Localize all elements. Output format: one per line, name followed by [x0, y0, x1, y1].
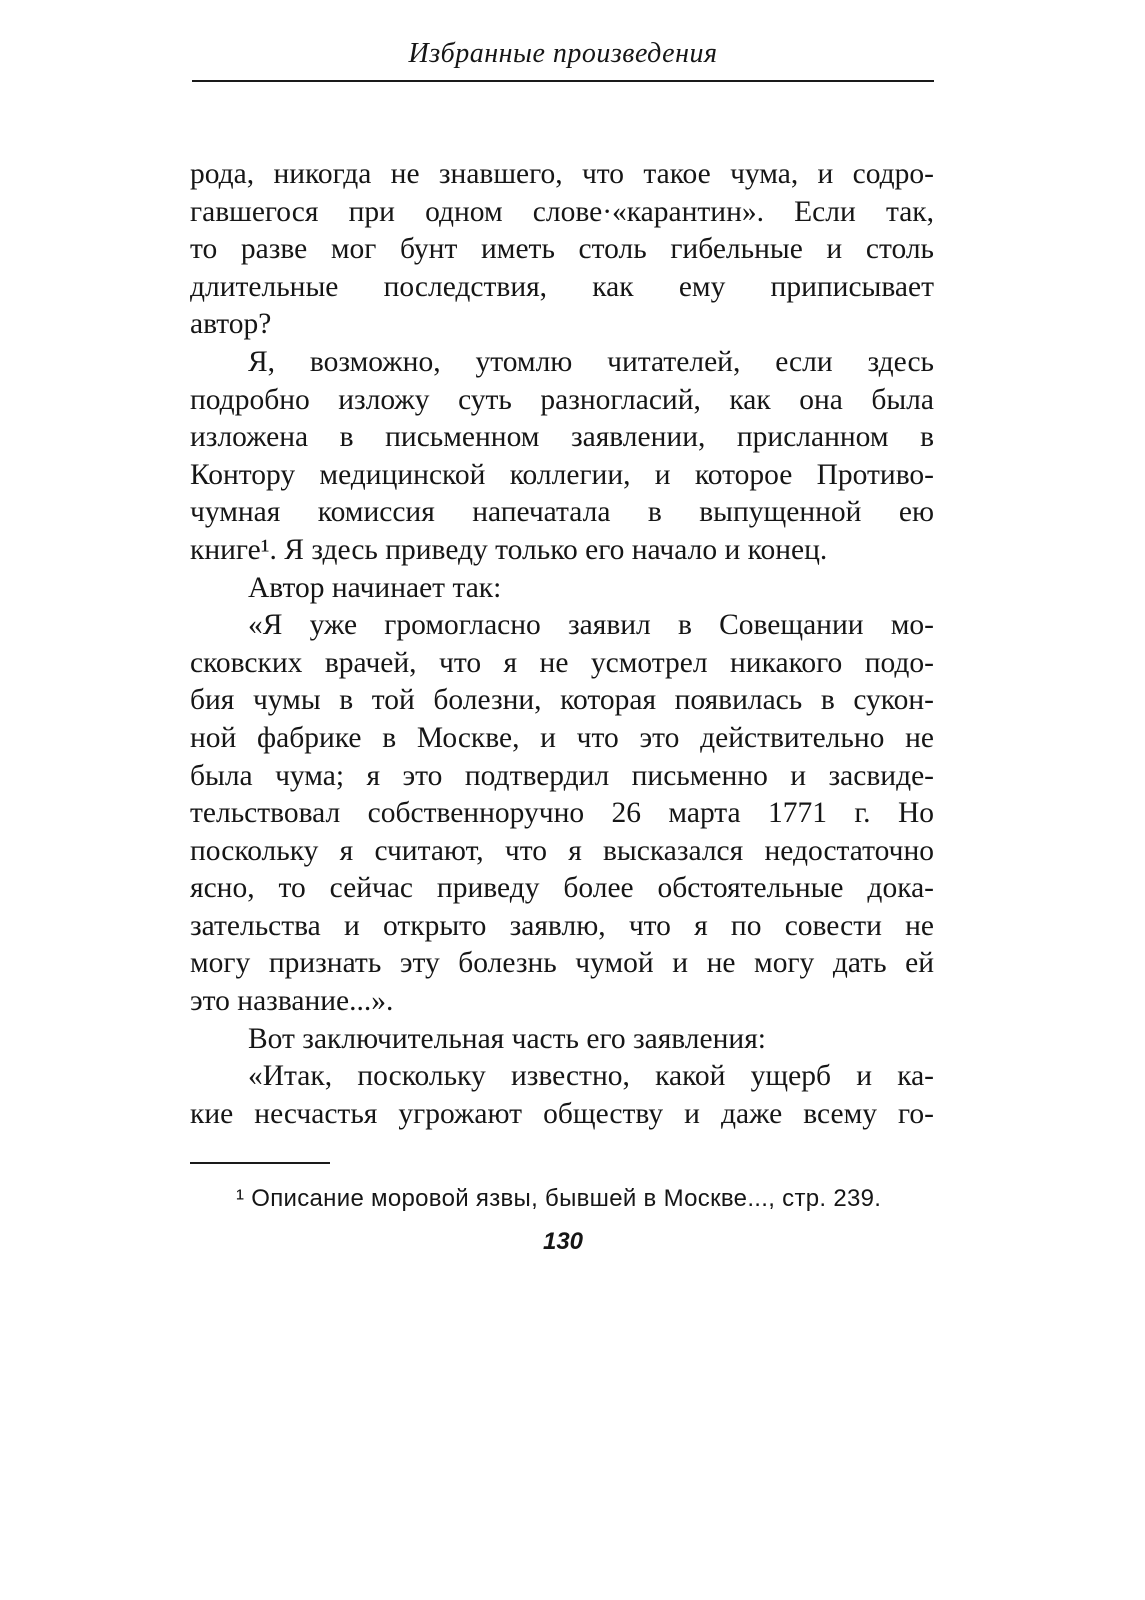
page-number: 130	[542, 1228, 584, 1255]
text-line: гавшегося при одном слове·«карантин». Если так,	[190, 195, 934, 228]
header-rule	[192, 80, 934, 82]
text-line: Автор начинает так:	[248, 571, 502, 604]
body-text	[190, 156, 934, 1133]
text-line: Контору медицинской коллегии, и которое Противо-	[190, 458, 934, 491]
footnote	[236, 1185, 936, 1213]
footnote-marker: ¹	[236, 1185, 245, 1212]
text-line: автор?	[190, 308, 272, 341]
text-line: это название...».	[190, 985, 394, 1018]
text-line: была чума; я это подтвердил письменно и засвиде-	[190, 759, 934, 792]
text-line: Вот заключительная часть его заявления:	[248, 1022, 766, 1055]
text-line: тельствовал собственноручно 26 марта 1771 г. Но	[190, 797, 934, 830]
text-line: могу признать эту болезнь чумой и не могу дать ей	[190, 947, 934, 980]
running-title: Избранные произведения	[408, 38, 718, 69]
text-line: ясно, то сейчас приведу более обстоятельные дока-	[190, 872, 934, 905]
text-line: ной фабрике в Москве, и что это действительно не	[190, 721, 934, 754]
text-line: бия чумы в той болезни, которая появилась в сукон-	[190, 684, 934, 717]
text-line: поскольку я считают, что я высказался недостаточно	[190, 834, 934, 867]
text-line: Я, возможно, утомлю читателей, если здесь	[248, 345, 934, 378]
text-line: чумная комиссия напечатала в выпущенной ею	[190, 496, 934, 529]
text-line: кие несчастья угрожают обществу и даже всему го-	[190, 1097, 934, 1130]
text-line: книге¹. Я здесь приведу только его начало и конец.	[190, 533, 828, 566]
text-line: рода, никогда не знавшего, что такое чума, и содро-	[190, 158, 934, 190]
text-line: подробно изложу суть разногласий, как она была	[190, 383, 934, 416]
text-line: «Я уже громогласно заявил в Совещании мо-	[248, 609, 934, 642]
text-line: изложена в письменном заявлении, присланном в	[190, 421, 934, 454]
text-line: зательства и открыто заявлю, что я по совести не	[190, 909, 934, 942]
footnote-text: Описание моровой язвы, бывшей в Москве..., стр. 239.	[251, 1185, 882, 1212]
text-line: «Итак, поскольку известно, какой ущерб и ка-	[248, 1060, 934, 1093]
footnote-rule	[190, 1162, 330, 1164]
text-line: сковских врачей, что я не усмотрел никакого подо-	[190, 646, 934, 679]
text-line: то разве мог бунт иметь столь гибельные и столь	[190, 233, 934, 266]
text-line: длительные последствия, как ему приписывает	[190, 270, 934, 303]
